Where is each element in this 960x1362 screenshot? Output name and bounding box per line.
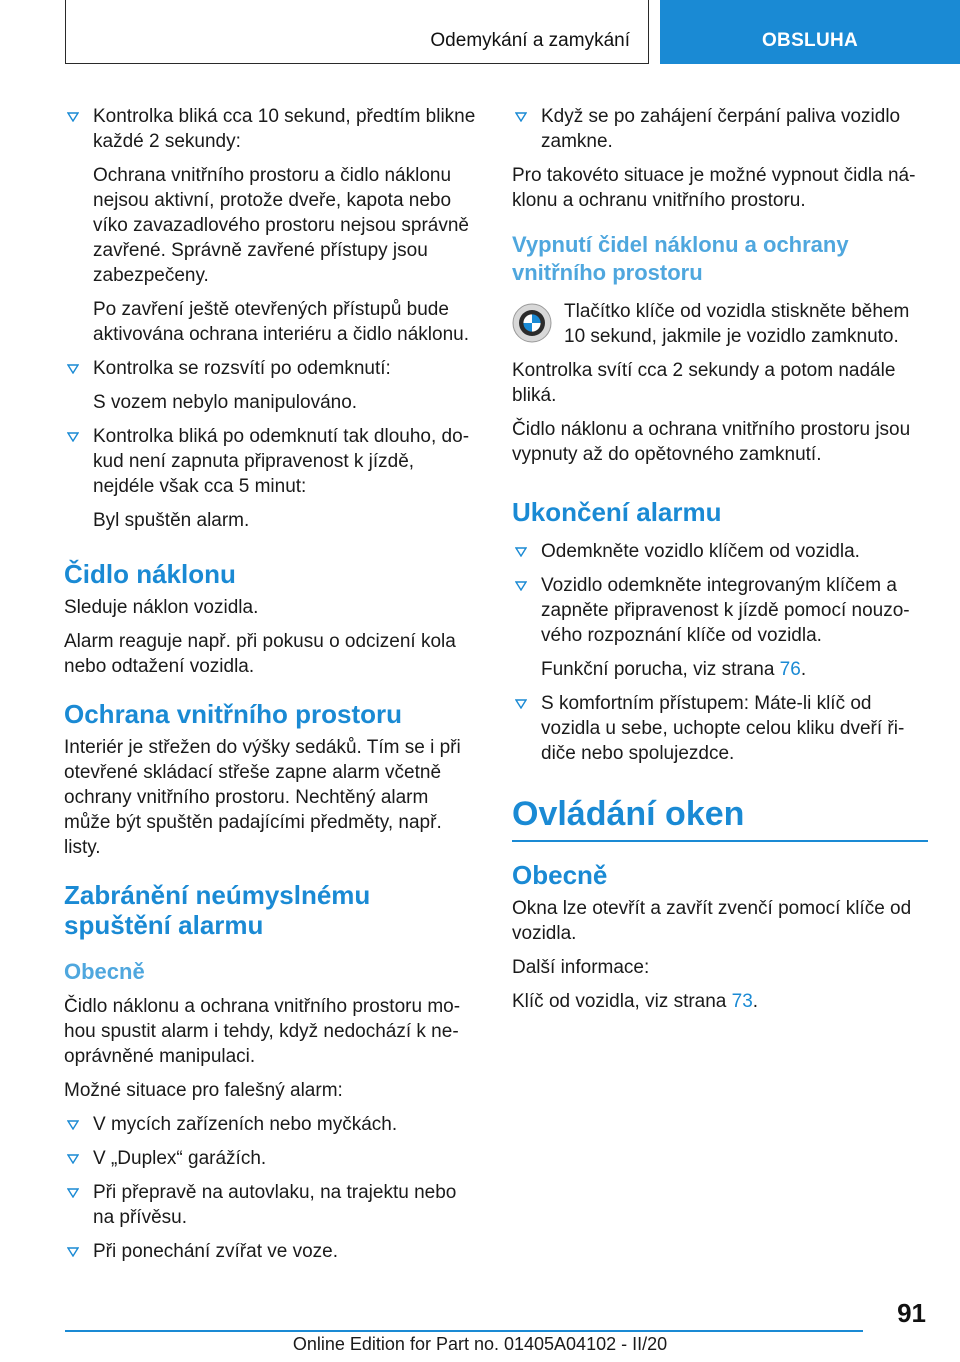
paragraph: S vozem nebylo manipulováno. [93,392,358,413]
chapter-tab-label: OBSLUHA [761,30,859,51]
bullet-item [512,573,928,648]
heading-ochrana-vnitrniho-prostoru: Ochrana vnitřního prostoru [64,699,403,729]
page-link-76[interactable]: 76 [779,659,801,680]
heading-obecne: Obecně [512,860,608,890]
bullet-triangle-icon [67,1120,79,1130]
heading-vypnuti-cidel: Vypnutí čidel náklonu a ochrany vnitřního prostoru [512,232,849,285]
bullet-triangle-icon [67,432,79,442]
footer-divider [65,1330,863,1332]
bullet-text: V mycích zařízeních nebo myčkách. [93,1114,398,1135]
bullet-text: Při ponechání zvířat ve voze. [93,1241,339,1262]
reference-punct: . [752,991,759,1012]
paragraph: Ochrana vnitřního prostoru a čidlo náklonu nejsou aktivní, protože dveře, kapota nebo víko zavazadlového prostoru nejsou správně zavřené. Správně zavřené přístupy jsou zabezpečeny. [93,165,470,286]
key-instruction [512,299,928,349]
paragraph [512,657,928,682]
bullet-triangle-icon [515,581,527,591]
paragraph: Další informace: [512,957,650,978]
right-column [512,104,928,1023]
left-column [64,104,480,1273]
bullet-item [512,104,928,154]
bullet-text: Kontrolka bliká po odemknutí tak dlouho, dokud není zapnuta připravenost k jízdě, nejdéle však cca 5 minut: [93,426,470,497]
page-number: 91 [897,1298,926,1328]
bullet-text: S komfortním přístupem: Máte-li klíč od vozidla u sebe, uchopte celou kliku dveří řidiče nebo spolujezdce. [541,693,905,764]
bullet-item [64,356,480,381]
bullet-triangle-icon [515,699,527,709]
bullet-item [64,1112,480,1137]
paragraph: Sleduje náklon vozidla. [64,597,259,618]
bullet-triangle-icon [67,112,79,122]
paragraph: Kontrolka svítí cca 2 sekundy a potom nadále bliká. [512,360,896,406]
bullet-text: Kontrolka bliká cca 10 sekund, předtím blikne každé 2 sekundy: [93,106,476,152]
heading-zabraneni-alarmu: Zabránění neúmyslnému spuštění alarmu [64,880,371,940]
paragraph: Možné situace pro falešný alarm: [64,1080,343,1101]
bullet-text: Vozidlo odemkněte integrovaným klíčem a zapněte připravenost k jízdě pomocí nouzového rozpoznání klíče od vozidla. [541,575,910,646]
reference-text: Klíč od vozidla, viz strana [512,991,732,1012]
paragraph: Byl spuštěn alarm. [93,510,250,531]
edition-footer: Online Edition for Part no. 01405A04102 - II/20 [292,1334,668,1354]
bullet-text: Odemkněte vozidlo klíčem od vozidla. [541,541,860,562]
heading-ukonceni-alarmu: Ukončení alarmu [512,497,722,527]
bullet-item [64,1146,480,1171]
bullet-triangle-icon [67,1188,79,1198]
paragraph: Okna lze otevřít a zavřít zvenčí pomocí klíče od vozidla. [512,898,912,944]
bullet-text: V „Duplex“ garážích. [93,1148,267,1169]
bullet-text: Při přepravě na autovlaku, na trajektu nebo na přívěsu. [93,1182,457,1228]
bullet-triangle-icon [67,1247,79,1257]
bullet-item [64,424,480,499]
heading-obecne: Obecně [64,959,145,984]
bullet-text: Když se po zahájení čerpání paliva vozidlo zamkne. [541,106,901,152]
paragraph [512,989,928,1014]
heading-cidlo-naklonu: Čidlo náklonu [64,559,236,589]
bullet-triangle-icon [515,547,527,557]
bullet-item [64,1239,480,1264]
bullet-triangle-icon [67,364,79,374]
bmw-key-button-icon [512,303,552,343]
paragraph: Alarm reaguje např. při pokusu o odcizení kola nebo odtažení vozidla. [64,631,456,677]
paragraph: Čidlo náklonu a ochrana vnitřního prostoru jsou vypnuty až do opětovného zamknutí. [512,419,911,465]
paragraph: Po zavření ještě otevřených přístupů bude aktivována ochrana interiéru a čidlo náklonu. [93,299,470,345]
bullet-item [64,1180,480,1230]
chapter-tab [660,0,960,64]
bullet-item [512,539,928,564]
key-instruction-text: Tlačítko klíče od vozidla stiskněte během 10 sekund, jakmile je vozidlo zamknuto. [564,301,910,347]
heading-ovladani-oken: Ovládání oken [512,794,928,842]
paragraph: Pro takovéto situace je možné vypnout čidla náklonu a ochranu vnitřního prostoru. [512,165,916,211]
page-link-73[interactable]: 73 [731,991,753,1012]
header-box [65,0,649,64]
section-title: Odemykání a zamykání [430,30,630,51]
paragraph: Čidlo náklonu a ochrana vnitřního prostoru mohou spustit alarm i tehdy, když nedochází k neoprávněné manipulaci. [64,996,461,1067]
bullet-triangle-icon [515,112,527,122]
paragraph: Interiér je střežen do výšky sedáků. Tím se i při otevřené skládací střeše zapne alarm včetně ochrany vnitřního prostoru. Nechtěný alarm může být spuštěn padajícími předměty, např. listy. [64,737,461,858]
bullet-text: Kontrolka se rozsvítí po odemknutí: [93,358,391,379]
reference-text: Funkční porucha, viz strana [541,659,780,680]
bullet-item [64,104,480,154]
bullet-triangle-icon [67,1154,79,1164]
bullet-item [512,691,928,766]
reference-punct: . [800,659,807,680]
